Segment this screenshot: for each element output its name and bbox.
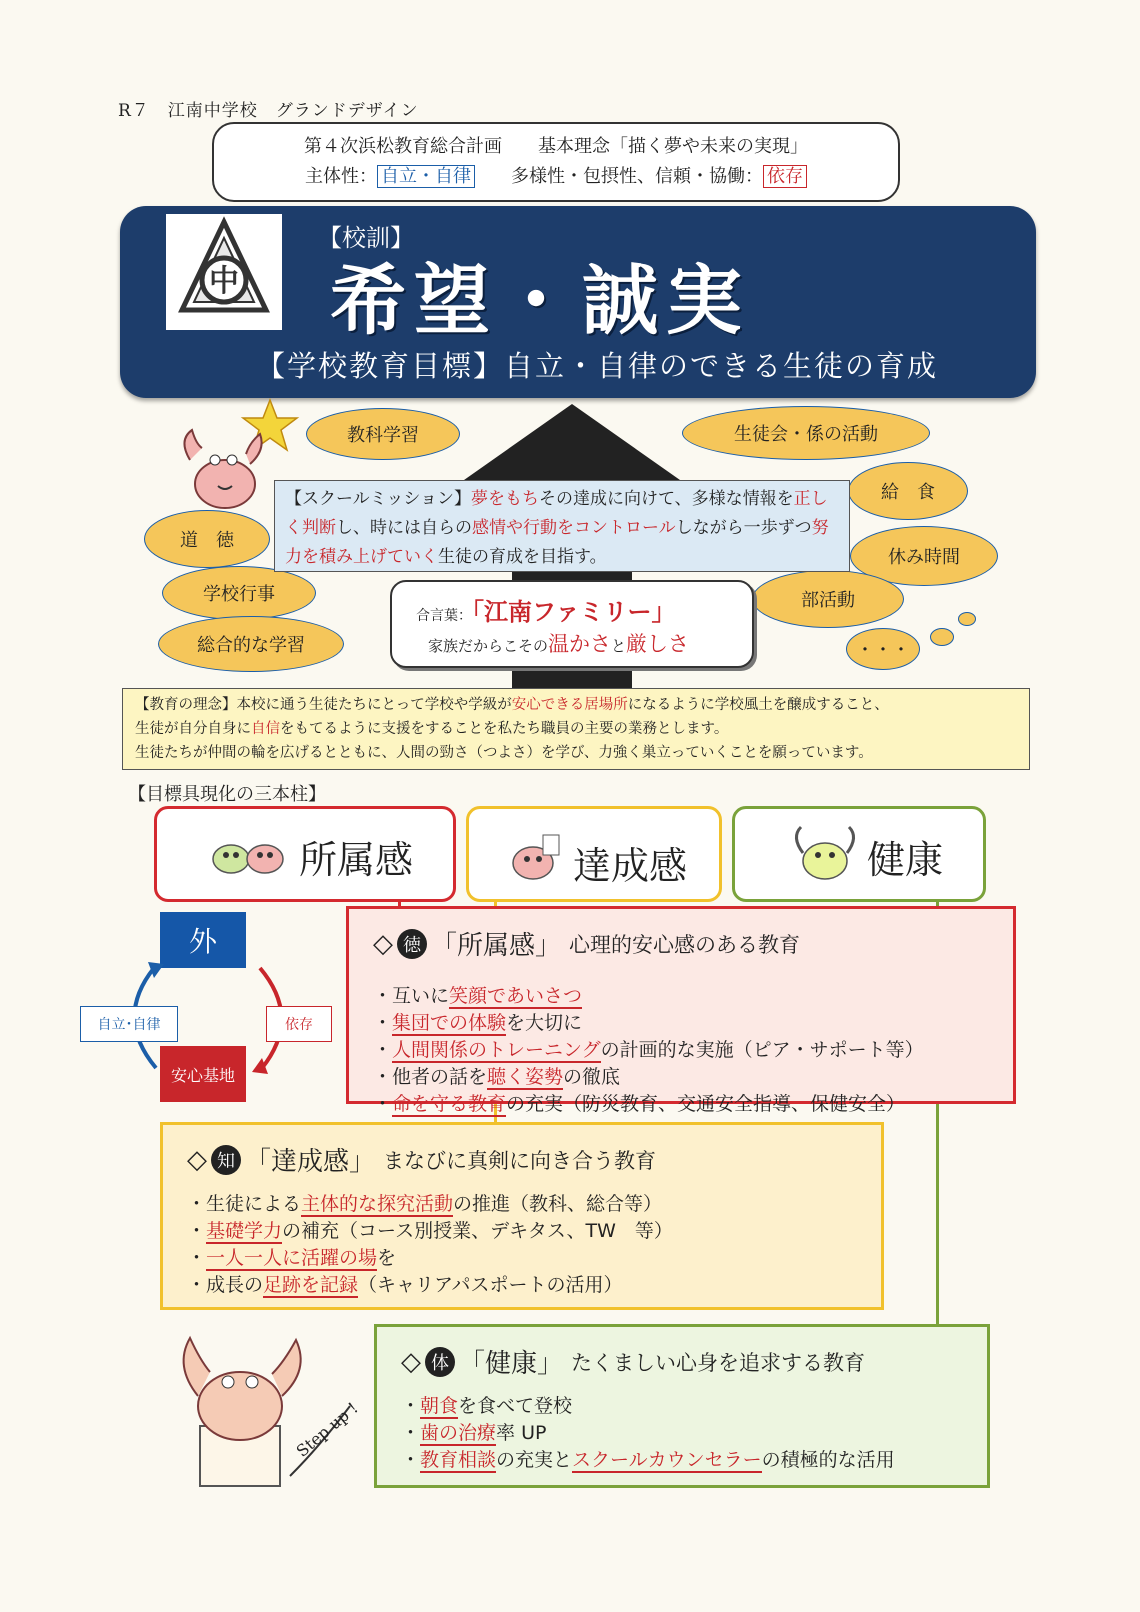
health-heading: ◇ 体 「健康」 たくましい心身を追求する教育 [401,1346,866,1379]
achievement-list [187,1191,673,1299]
motto-phrase-box: 合言葉：「江南ファミリー」 家族だからこその温かさと厳しさ [390,580,754,668]
cloud-school-events: 学校行事 [162,566,316,620]
crab-icon [785,823,865,887]
body-mark: 体 [425,1347,455,1377]
crab-icon [170,420,270,516]
crab-icon [505,829,565,885]
family-motto: 「江南ファミリー」 [472,598,676,626]
cloud-break-time: 休み時間 [850,526,998,586]
list-item: ・ 命を守る教育の充実（防災教育、交通安全指導、保健安全） [373,1091,924,1118]
plan-line-2: 主体性： 自立・自律 多様性・包摂性、信頼・協働： 依存 [214,162,898,188]
crab-icon [201,825,297,881]
pillar-health-label: 健康 [867,838,944,882]
belonging-detail-box [346,906,1016,1115]
cloud-integrated-study: 総合的な学習 [158,616,344,672]
step-up-label: Step up ! [292,1398,362,1461]
svg-text:中: 中 [209,264,239,299]
achievement-heading: ◇ 知 「達成感」 まなびに真剣に向き合う教育 [187,1144,657,1177]
list-item: ・ 成長の足跡を記録（キャリアパスポートの活用） [187,1272,673,1299]
list-item: ・ 基礎学力の補充（コース別授業、デキタス、TW 等） [187,1218,673,1245]
pillar-health [732,806,986,902]
health-list [401,1393,895,1474]
list-item: ・ 他者の話を聴く姿勢の徹底 [373,1064,924,1091]
list-item: ・ 人間関係のトレーニングの計画的な実施（ピア・サポート等） [373,1037,924,1064]
pillar-achievement-label: 達成感 [573,844,688,888]
school-goal: 【学校教育目標】自立・自律のできる生徒の育成 [256,349,939,383]
virtue-mark: 徳 [397,929,427,959]
school-mission-box: 【スクールミッション】夢をもちその達成に向けて、多様な情報を正しく判断し、時には自らの感情や行動をコントロールしながら一歩ずつ努力を積み上げていく生徒の育成を目指す。 [274,480,850,572]
boxed-autonomy: 自立・自律 [377,165,475,188]
cycle-autonomy: 自立･自律 [80,1006,178,1042]
list-item: ・ 朝食を食べて登校 [401,1393,895,1420]
school-motto: 希望・誠実 [330,256,750,345]
cloud-school-lunch: 給 食 [848,462,968,520]
document-header: R７ 江南中学校 グランドデザイン [118,101,419,121]
knowledge-mark: 知 [211,1145,241,1175]
cloud-club-activities: 部活動 [752,570,904,628]
health-detail-box [374,1324,990,1488]
education-philosophy-box: 【教育の理念】本校に通う生徒たちにとって学校や学級が安心できる居場所になるように学校風土を醸成すること、 生徒が自分自身に自信をもてるように支援をすることを私たち職員の主要の業務とします。 生徒たちが仲間の輪を広げるとともに、人間の勁さ（つよさ）を学び、力強く巣立っていくことを願っています。 [122,688,1030,770]
cloud-student-council: 生徒会・係の活動 [682,406,930,460]
list-item: ・ 歯の治療率 UP [401,1420,895,1447]
list-item: ・ 教育相談の充実とスクールカウンセラーの積極的な活用 [401,1447,895,1474]
cloud-bubble [930,628,954,646]
school-emblem-icon [166,214,282,330]
cycle-safe-base: 安心基地 [160,1046,246,1102]
list-item: ・ 集団での体験を大切に [373,1010,924,1037]
belonging-list [373,983,924,1118]
education-plan-box [212,122,900,202]
belonging-heading: ◇ 徳 「所属感」 心理的安心感のある教育 [373,928,801,961]
list-item: ・ 一人一人に活躍の場を [187,1245,673,1272]
cloud-etc: ・・・ [846,628,920,670]
cycle-outside: 外 [160,912,246,968]
three-pillars-title: 【目標具現化の三本柱】 [128,784,326,805]
plan-line-1: 第４次浜松教育総合計画 基本理念「描く夢や未来の実現」 [304,136,808,157]
achievement-detail-box [160,1122,884,1310]
pillar-achievement [466,806,722,902]
cycle-dependence: 依存 [266,1006,332,1042]
motto-tag: 【校訓】 [318,224,414,252]
boxed-dependence: 依存 [763,165,807,188]
cloud-bubble [958,612,976,626]
cloud-subject-study: 教科学習 [306,408,460,460]
cloud-moral-education: 道 徳 [144,510,270,568]
list-item: ・ 互いに笑顔であいさつ [373,983,924,1010]
pillar-belonging-label: 所属感 [299,838,414,882]
pillar-belonging [154,806,456,902]
list-item: ・ 生徒による主体的な探究活動の推進（教科、総合等） [187,1191,673,1218]
